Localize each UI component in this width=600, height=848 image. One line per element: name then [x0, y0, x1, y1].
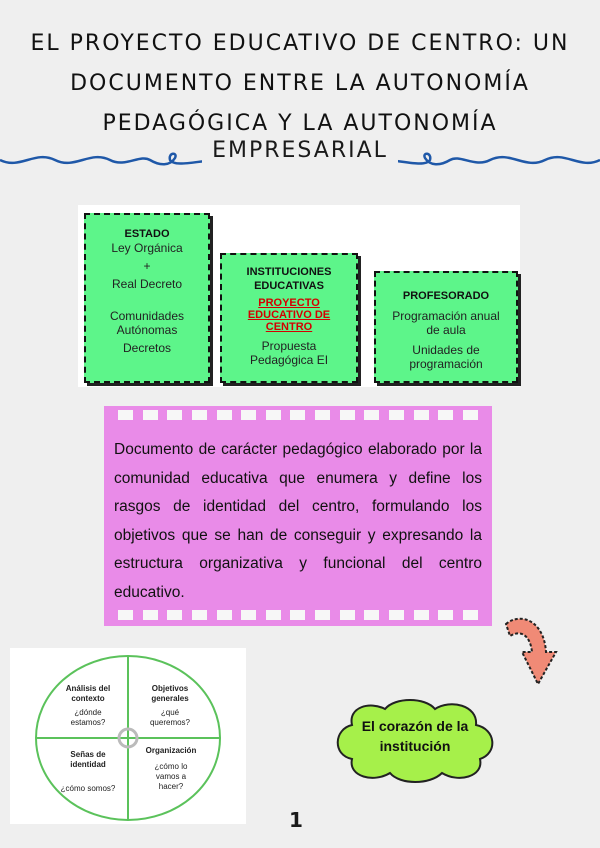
quadrant-question: vamos a [155, 772, 187, 781]
pec-highlight: PROYECTO [258, 297, 320, 309]
pec-highlight: CENTRO [265, 321, 313, 333]
estado-heading: ESTADO [124, 228, 170, 240]
quadrant-question: ¿qué [160, 708, 180, 717]
quadrant-question: ¿cómo somos? [60, 784, 116, 793]
quadrant-question: estamos? [70, 718, 106, 727]
quadrant-title: Organización [145, 746, 197, 755]
quadrant-question: ¿cómo lo [154, 762, 188, 771]
film-holes-top [118, 410, 478, 422]
title-line-4: EMPRESARIAL [202, 138, 398, 163]
title-line-4-wrap [0, 138, 600, 163]
title-line-3: PEDAGÓGICA Y LA AUTONOMÍA [102, 111, 498, 136]
quadrant-title: contexto [71, 694, 105, 703]
profesorado-item: Unidades de [412, 343, 480, 357]
callout-line-2: institución [379, 738, 451, 754]
title-line-2: DOCUMENTO ENTRE LA AUTONOMÍA [70, 71, 530, 96]
estado-item: Ley Orgánica [111, 241, 183, 255]
film-holes-bottom [118, 610, 478, 622]
quadrant-senas [58, 750, 118, 794]
estado-item: Autónomas [116, 323, 178, 337]
quadrant-organizacion [136, 746, 206, 792]
curved-arrow-icon [500, 612, 560, 692]
quadrant-question: ¿dónde [74, 708, 102, 717]
profesorado-item: Programación anual [392, 309, 500, 323]
estado-item: Decretos [122, 341, 172, 355]
estado-item: + [143, 259, 151, 273]
quadrant-analisis [58, 684, 118, 728]
estado-item: Real Decreto [111, 277, 183, 291]
quadrant-title: generales [151, 694, 189, 703]
definition-filmstrip [104, 406, 492, 626]
instituciones-heading: EDUCATIVAS [254, 280, 324, 292]
profesorado-box [374, 271, 518, 383]
definition-text: Documento de carácter pedagógico elaborado por la comunidad educativa que enumera y define los rasgos de identidad del centro, formulando los objetivos que se han de conseguir y expresando la estructura organizativa y funcional del centro educativo. [114, 441, 482, 601]
instituciones-item: Propuesta [261, 339, 317, 353]
estado-box [84, 213, 210, 383]
profesorado-item: de aula [426, 323, 466, 337]
quadrant-title: Objetivos [151, 684, 189, 693]
quadrant-question: hacer? [158, 782, 184, 791]
circle-graphic [10, 648, 246, 824]
cloud-callout-text [330, 716, 500, 756]
profesorado-heading: PROFESORADO [402, 290, 490, 302]
quadrant-question: queremos? [149, 718, 191, 727]
profesorado-item: programación [409, 357, 483, 371]
quadrant-objetivos [140, 684, 200, 728]
quadrant-title: Análisis del [65, 684, 111, 693]
instituciones-item: Pedagógica EI [249, 353, 329, 367]
title-line-1: EL PROYECTO EDUCATIVO DE CENTRO: UN [30, 31, 570, 56]
instituciones-box [220, 253, 358, 383]
estado-item: Comunidades [109, 309, 185, 323]
quadrant-title: Señas de [70, 750, 106, 759]
pec-circle-diagram [10, 648, 246, 824]
pec-highlight: EDUCATIVO DE [247, 309, 331, 321]
education-levels-diagram [78, 205, 520, 387]
page-number: 1 [289, 808, 303, 832]
callout-line-1: El corazón de la [361, 718, 469, 734]
instituciones-heading: INSTITUCIONES [246, 266, 332, 278]
quadrant-title: identidad [70, 760, 106, 769]
page-title [20, 24, 580, 144]
